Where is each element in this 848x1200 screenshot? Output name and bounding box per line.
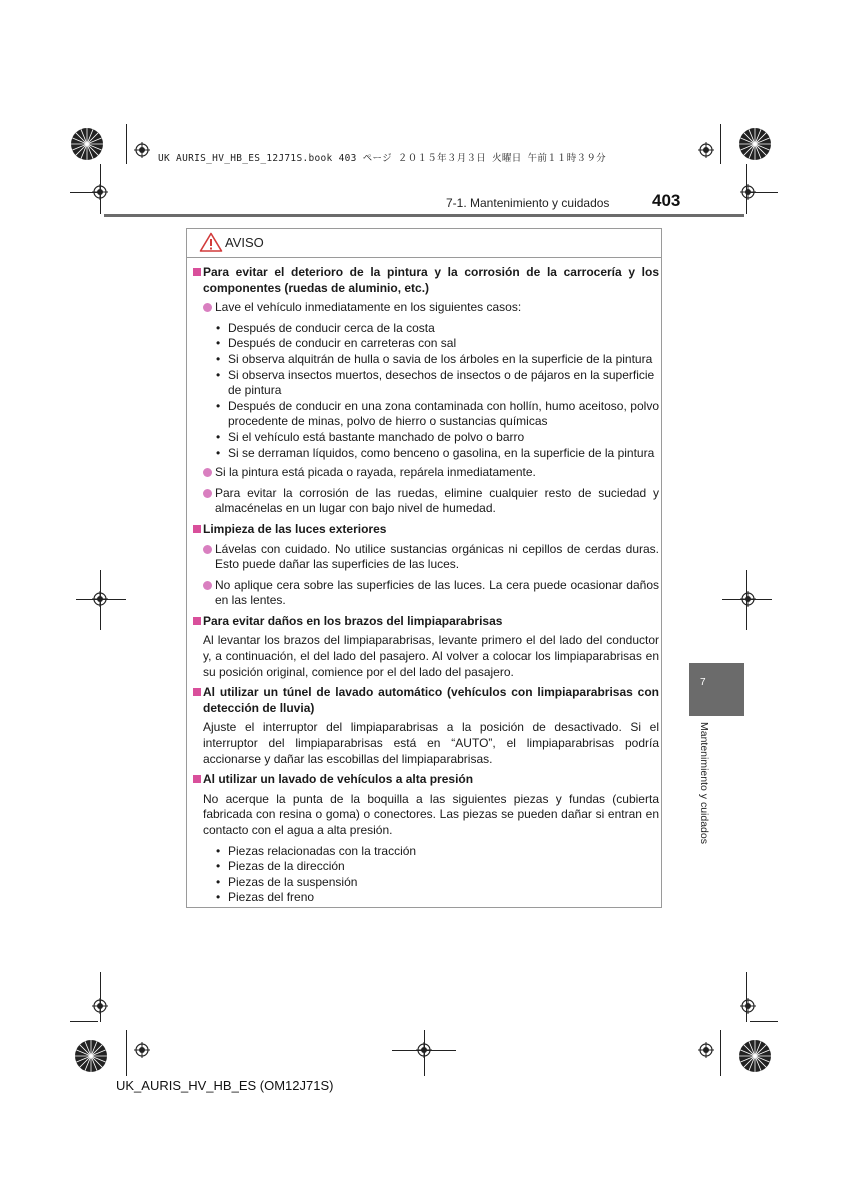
square-bullet-icon (193, 775, 201, 783)
round-bullet-icon (203, 581, 212, 590)
bullet-item: • Después de conducir en una zona contaminada con hollín, humo aceitoso, polvo procedente de minas, polvo de hierro o sustancias químicas (216, 398, 659, 429)
bullet-item: • Piezas del freno (216, 890, 315, 905)
crop-line (126, 1030, 127, 1076)
list-item: Para evitar la corrosión de las ruedas, elimine cualquier resto de suciedad y almacénelas en un lugar con bajo nivel de humedad. (191, 486, 659, 517)
round-bullet-icon (203, 545, 212, 554)
round-bullet-icon (203, 303, 212, 312)
bullet-item: • Si se derraman líquidos, como benceno o gasolina, en la superficie de la pintura (216, 445, 655, 460)
warning-box (186, 228, 662, 908)
bullet-item: • Piezas de la dirección (216, 859, 345, 874)
chapter-tab (689, 663, 744, 716)
round-bullet-icon (203, 468, 212, 477)
bullet-item: • Si observa alquitrán de hulla o savia de los árboles en la superficie de la pintura (216, 351, 653, 366)
crop-line (720, 124, 721, 164)
chapter-tab-label: Mantenimiento y cuidados (698, 722, 710, 844)
crop-line (746, 164, 747, 214)
crop-crosshair (698, 142, 714, 158)
crop-crosshair (134, 1042, 150, 1058)
crop-line (100, 570, 101, 630)
square-bullet-icon (193, 617, 201, 625)
square-bullet-icon (193, 688, 201, 696)
registration-mark-top-left (70, 127, 104, 161)
warning-section (191, 522, 659, 609)
bullet-item: • Después de conducir cerca de la costa (216, 320, 435, 335)
crop-line (70, 192, 98, 193)
crop-crosshair (134, 142, 150, 158)
registration-mark-bottom-left (74, 1039, 108, 1073)
section-heading: Al utilizar un túnel de lavado automático (vehículos con limpiaparabrisas con detección de lluvia) (191, 685, 659, 716)
registration-mark-bottom-right (738, 1039, 772, 1073)
crop-line (100, 164, 101, 214)
bullet-item: • Piezas de la suspensión (216, 874, 358, 889)
crop-line (100, 972, 101, 1022)
warning-section (191, 685, 659, 767)
crop-line (750, 192, 778, 193)
warning-section (191, 265, 659, 517)
crop-line (720, 1030, 721, 1076)
crop-line (750, 1021, 778, 1022)
crop-crosshair (740, 998, 756, 1014)
warning-content (191, 265, 659, 906)
square-bullet-icon (193, 525, 201, 533)
list-item: No aplique cera sobre las superficies de las luces. La cera puede ocasionar daños en las lentes. (191, 578, 659, 609)
crop-line (424, 1030, 425, 1076)
section-title: 7-1. Mantenimiento y cuidados (446, 196, 610, 210)
crop-line (746, 570, 747, 630)
header-rule (104, 214, 744, 217)
section-heading: Para evitar daños en los brazos del limpiaparabrisas (191, 614, 659, 630)
crop-line (746, 972, 747, 1022)
bullet-item: • Si observa insectos muertos, desechos de insectos o de pájaros en la superficie de pintura (216, 367, 655, 398)
section-heading: Al utilizar un lavado de vehículos a alta presión (191, 772, 659, 788)
section-paragraph: No acerque la punta de la boquilla a las siguientes piezas y fundas (cubierta fabricada con resina o goma) o conectores. Las piezas se pueden dañar si entran en contacto con el agua a alta presión. (203, 791, 659, 837)
bullet-item: • Después de conducir en carreteras con sal (216, 336, 457, 351)
warning-section (191, 772, 659, 906)
crop-line (76, 599, 126, 600)
registration-mark-top-right (738, 127, 772, 161)
document-code: UK_AURIS_HV_HB_ES (OM12J71S) (116, 1078, 334, 1093)
crop-line (722, 599, 772, 600)
bullet-item: • Piezas relacionadas con la tracción (216, 843, 417, 858)
section-paragraph: Al levantar los brazos del limpiaparabrisas, levante primero el del lado del conductor y, a continuación, el del lado del pasajero. Al volver a colocar los limpiaparabrisas en su posición original, comience por el del lado del pasajero. (203, 633, 659, 679)
warning-triangle-icon (199, 232, 223, 252)
section-paragraph: Ajuste el interruptor del limpiaparabrisas a la posición de desactivado. Si el interruptor del limpiaparabrisas está en “AUTO”, el limpiaparabrisas podría accionarse y dañar las escobillas del limpiaparabrisas. (203, 720, 659, 766)
crop-line (70, 1021, 98, 1022)
crop-line (126, 124, 127, 164)
chapter-tab-number: 7 (700, 677, 706, 688)
warning-section (191, 614, 659, 680)
warning-header (187, 229, 661, 258)
section-heading: Limpieza de las luces exteriores (191, 522, 659, 538)
page-number: 403 (652, 191, 681, 210)
crop-crosshair (698, 1042, 714, 1058)
bullet-item: • Si el vehículo está bastante manchado de polvo o barro (216, 429, 525, 444)
section-heading: Para evitar el deterioro de la pintura y la corrosión de la carrocería y los componentes (ruedas de aluminio, etc.) (191, 265, 659, 296)
square-bullet-icon (193, 268, 201, 276)
round-bullet-icon (203, 489, 212, 498)
warning-title: AVISO (225, 235, 264, 250)
list-item: Si la pintura está picada o rayada, repárela inmediatamente. (191, 465, 659, 481)
list-item: Lave el vehículo inmediatamente en los siguientes casos: (191, 300, 659, 316)
list-item: Lávelas con cuidado. No utilice sustancias orgánicas ni cepillos de cerdas duras. Esto puede dañar las superficies de las luces. (191, 542, 659, 573)
print-info: UK AURIS_HV_HB_ES_12J71S.book 403 ページ ２０１５年３月３日 火曜日 午前１１時３９分 (158, 153, 606, 164)
